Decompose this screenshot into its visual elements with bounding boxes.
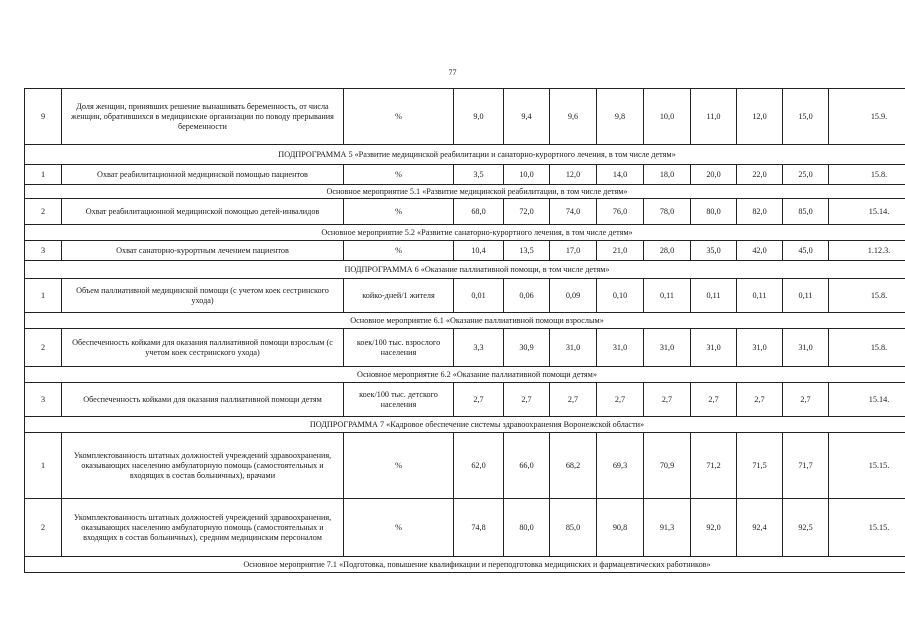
value-cell: 21,0 [597,241,644,261]
row-number: 2 [25,199,62,225]
value-cell: 71,5 [737,433,783,499]
indicator-name: Укомплектованность штатных должностей учреждений здравоохранения, оказывающих населению амбулаторную помощь (самостоятельных и входящих в состав больничных), средним медицинским персоналом [62,499,344,557]
unit-cell: % [344,499,454,557]
reference-cell: 15.8. [829,165,905,185]
value-cell: 9,6 [550,89,597,145]
value-cell: 22,0 [737,165,783,185]
value-cell: 80,0 [504,499,550,557]
value-cell: 66,0 [504,433,550,499]
value-cell: 85,0 [550,499,597,557]
value-cell: 76,0 [597,199,644,225]
indicator-name: Укомплектованность штатных должностей учреждений здравоохранения, оказывающих населению амбулаторную помощь (самостоятельных и входящих в состав больничных), врачами [62,433,344,499]
value-cell: 68,2 [550,433,597,499]
value-cell: 31,0 [550,329,597,367]
indicator-name: Доля женщин, принявших решение вынашивать беременность, от числа женщин, обратившихся в медицинские организации по поводу прерывания беременности [62,89,344,145]
indicator-row [25,89,905,145]
section-title: Основное мероприятие 6.2 «Оказание паллиативной помощи детям» [25,367,905,383]
row-number: 3 [25,383,62,417]
section-header-row [25,145,905,165]
value-cell: 9,4 [504,89,550,145]
value-cell: 20,0 [691,165,737,185]
value-cell: 2,7 [737,383,783,417]
indicator-name: Охват санаторно-курортным лечением пациентов [62,241,344,261]
value-cell: 2,7 [691,383,737,417]
indicator-row [25,199,905,225]
value-cell: 31,0 [597,329,644,367]
value-cell: 31,0 [644,329,691,367]
unit-cell: коек/100 тыс. взрослого населения [344,329,454,367]
reference-cell: 15.15. [829,433,905,499]
page-number: 77 [448,68,457,77]
value-cell: 71,7 [783,433,829,499]
indicator-row [25,433,905,499]
indicator-row [25,329,905,367]
value-cell: 2,7 [454,383,504,417]
value-cell: 2,7 [783,383,829,417]
indicator-row [25,383,905,417]
value-cell: 0,11 [691,279,737,313]
section-header-row [25,225,905,241]
value-cell: 45,0 [783,241,829,261]
value-cell: 2,7 [550,383,597,417]
reference-cell: 15.15. [829,499,905,557]
indicator-row [25,279,905,313]
row-number: 1 [25,433,62,499]
unit-cell: % [344,199,454,225]
value-cell: 3,5 [454,165,504,185]
value-cell: 91,3 [644,499,691,557]
reference-cell: 15.9. [829,89,905,145]
indicator-row [25,499,905,557]
value-cell: 0,10 [597,279,644,313]
value-cell: 70,9 [644,433,691,499]
value-cell: 0,09 [550,279,597,313]
indicator-row [25,241,905,261]
unit-cell: % [344,433,454,499]
unit-cell: коек/100 тыс. детского населения [344,383,454,417]
row-number: 1 [25,165,62,185]
section-title: Основное мероприятие 5.2 «Развитие санаторно-курортного лечения, в том числе детям» [25,225,905,241]
section-title: ПОДПРОГРАММА 7 «Кадровое обеспечение системы здравоохранения Воронежской области» [25,417,905,433]
reference-cell: 15.14. [829,199,905,225]
value-cell: 92,4 [737,499,783,557]
value-cell: 71,2 [691,433,737,499]
value-cell: 2,7 [504,383,550,417]
indicator-name: Обеспеченность койками для оказания паллиативной помощи детям [62,383,344,417]
indicator-name: Объем паллиативной медицинской помощи (с учетом коек сестринского ухода) [62,279,344,313]
value-cell: 17,0 [550,241,597,261]
value-cell: 0,06 [504,279,550,313]
value-cell: 80,0 [691,199,737,225]
value-cell: 78,0 [644,199,691,225]
value-cell: 31,0 [691,329,737,367]
value-cell: 68,0 [454,199,504,225]
section-header-row [25,367,905,383]
section-title: Основное мероприятие 7.1 «Подготовка, повышение квалификации и переподготовка медицинских и фармацевтических работников» [25,557,905,573]
row-number: 1 [25,279,62,313]
value-cell: 74,8 [454,499,504,557]
unit-cell: % [344,89,454,145]
value-cell: 13,5 [504,241,550,261]
value-cell: 0,11 [644,279,691,313]
indicator-name: Охват реабилитационной медицинской помощью пациентов [62,165,344,185]
value-cell: 62,0 [454,433,504,499]
value-cell: 25,0 [783,165,829,185]
value-cell: 0,11 [737,279,783,313]
value-cell: 12,0 [737,89,783,145]
section-header-row [25,417,905,433]
reference-cell: 15.8. [829,329,905,367]
row-number: 2 [25,329,62,367]
value-cell: 2,7 [644,383,691,417]
indicator-row [25,165,905,185]
value-cell: 42,0 [737,241,783,261]
value-cell: 9,0 [454,89,504,145]
section-header-row [25,557,905,573]
row-number: 9 [25,89,62,145]
value-cell: 14,0 [597,165,644,185]
value-cell: 9,8 [597,89,644,145]
value-cell: 3,3 [454,329,504,367]
unit-cell: % [344,165,454,185]
reference-cell: 15.8. [829,279,905,313]
section-title: Основное мероприятие 5.1 «Развитие медицинской реабилитации, в том числе детям» [25,185,905,199]
value-cell: 72,0 [504,199,550,225]
value-cell: 35,0 [691,241,737,261]
value-cell: 12,0 [550,165,597,185]
value-cell: 85,0 [783,199,829,225]
section-title: ПОДПРОГРАММА 6 «Оказание паллиативной помощи, в том числе детям» [25,261,905,279]
section-header-row [25,261,905,279]
unit-cell: % [344,241,454,261]
value-cell: 69,3 [597,433,644,499]
value-cell: 92,0 [691,499,737,557]
value-cell: 15,0 [783,89,829,145]
section-title: ПОДПРОГРАММА 5 «Развитие медицинской реабилитации и санаторно-курортного лечения, в том числе детям» [25,145,905,165]
row-number: 3 [25,241,62,261]
value-cell: 0,11 [783,279,829,313]
value-cell: 10,0 [644,89,691,145]
section-header-row [25,185,905,199]
value-cell: 82,0 [737,199,783,225]
section-header-row [25,313,905,329]
row-number: 2 [25,499,62,557]
value-cell: 74,0 [550,199,597,225]
unit-cell: койко-дней/1 жителя [344,279,454,313]
indicator-name: Обеспеченность койками для оказания паллиативной помощи взрослым (с учетом коек сестринского ухода) [62,329,344,367]
value-cell: 31,0 [783,329,829,367]
value-cell: 2,7 [597,383,644,417]
value-cell: 10,0 [504,165,550,185]
indicator-name: Охват реабилитационной медицинской помощью детей-инвалидов [62,199,344,225]
reference-cell: 1.12.3. [829,241,905,261]
value-cell: 31,0 [737,329,783,367]
value-cell: 11,0 [691,89,737,145]
value-cell: 28,0 [644,241,691,261]
value-cell: 0,01 [454,279,504,313]
value-cell: 10,4 [454,241,504,261]
section-title: Основное мероприятие 6.1 «Оказание паллиативной помощи взрослым» [25,313,905,329]
value-cell: 90,8 [597,499,644,557]
reference-cell: 15.14. [829,383,905,417]
value-cell: 18,0 [644,165,691,185]
indicators-table [24,88,905,573]
value-cell: 30,9 [504,329,550,367]
value-cell: 92,5 [783,499,829,557]
